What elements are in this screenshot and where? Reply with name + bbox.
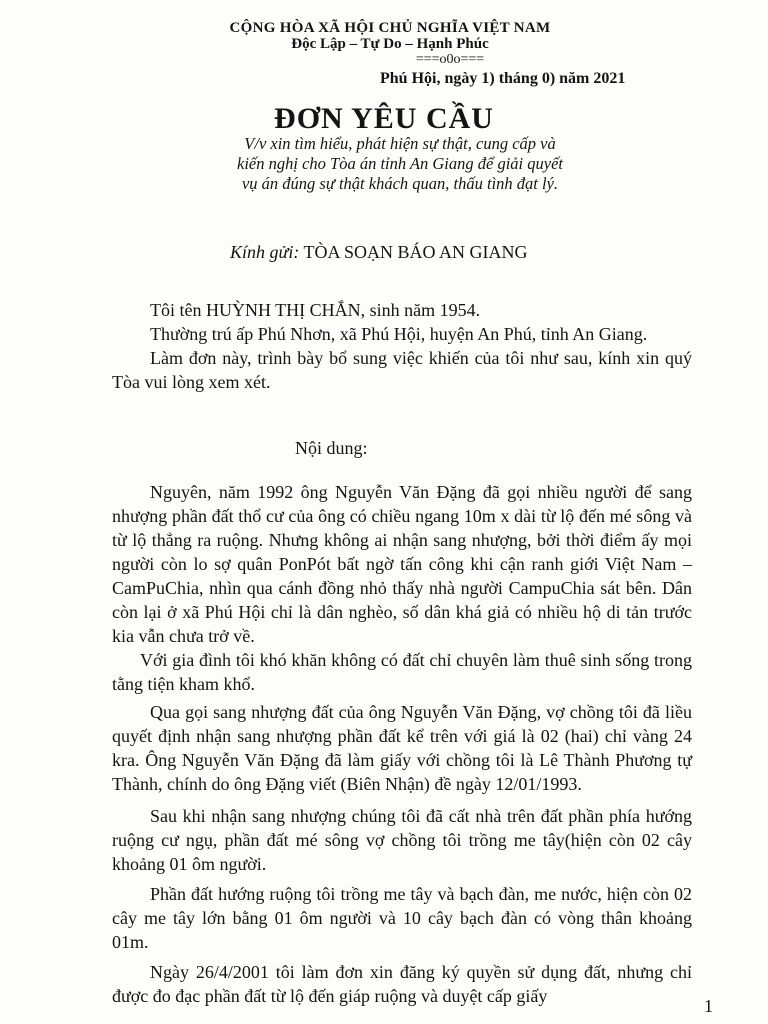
national-motto: Độc Lập – Tự Do – Hạnh Phúc (291, 36, 489, 52)
recipient-name: TÒA SOẠN BÁO AN GIANG (303, 242, 528, 262)
content-block (112, 480, 692, 1008)
recipient (230, 242, 528, 263)
content-paragraph: Sau khi nhận sang nhượng chúng tôi đã cất nhà trên đất phần phía hướng ruộng cư ngụ, phần đất mé sông vợ chồng tôi trồng me tây(hiện còn 02 cây khoảng 01 ôm người. (112, 806, 692, 874)
content-heading: Nội dung: (295, 438, 368, 458)
place-date: Phú Hội, ngày 1) tháng 0) năm 2021 (380, 70, 626, 87)
subject-block (190, 134, 610, 194)
page-number: 1 (704, 996, 713, 1016)
subject-line: vụ án đúng sự thật khách quan, thấu tình đạt lý. (241, 174, 559, 193)
national-title: CỘNG HÒA XÃ HỘI CHỦ NGHĨA VIỆT NAM (229, 20, 551, 36)
content-paragraph: Với gia đình tôi khó khăn không có đất chỉ chuyên làm thuê sinh sống trong tằng tiện kham khổ. (112, 650, 692, 694)
header-ornament: ===o0o=== (415, 52, 485, 67)
intro-address: Thường trú ấp Phú Nhơn, xã Phú Hội, huyện An Phú, tỉnh An Giang. (150, 324, 648, 344)
content-paragraph: Phần đất hướng ruộng tôi trồng me tây và bạch đàn, me nước, hiện còn 02 cây me tây lớn bằng 01 ôm người và 10 cây bạch đàn có vòng thân khoảng 01m. (112, 884, 692, 952)
intro-purpose: Làm đơn này, trình bày bổ sung việc khiến của tôi như sau, kính xin quý Tòa vui lòng xem xét. (112, 348, 692, 392)
recipient-label: Kính gửi: (230, 242, 300, 262)
content-paragraph: Qua gọi sang nhượng đất của ông Nguyễn Văn Đặng, vợ chồng tôi đã liều quyết định nhận sang nhượng phần đất kể trên với giá là 02 (hai) chỉ vàng 24 kra. Ông Nguyễn Văn Đặng đã làm giấy với chồng tôi là Lê Thành Phương tự Thành, chính do ông Đặng viết (Biên Nhận) đề ngày 12/01/1993. (112, 702, 692, 794)
subject-line: kiến nghị cho Tòa án tỉnh An Giang để giải quyết (237, 154, 563, 173)
subject-line: V/v xin tìm hiểu, phát hiện sự thật, cung cấp và (244, 134, 556, 153)
intro-name: Tôi tên HUỲNH THỊ CHẮN, sinh năm 1954. (150, 300, 481, 320)
intro-block (112, 298, 692, 394)
document-title: ĐƠN YÊU CẦU (274, 102, 494, 135)
content-paragraph: Nguyên, năm 1992 ông Nguyễn Văn Đặng đã gọi nhiều người để sang nhượng phần đất thổ cư của ông có chiều ngang 10m x dài từ lộ đến mé sông và từ lộ thẳng ra ruộng. Nhưng không ai nhận sang nhượng, bởi thời điểm ấy mọi người còn lo sợ quân PonPót bất ngờ tấn công khi cận ranh giới Việt Nam – CamPuChia, nhìn qua cánh đồng nhỏ thấy nhà người CampuChia sát bên. Dân còn lại ở xã Phú Hội chỉ là dân nghèo, số dân khá giả có nhiều hộ di tản trước kia vẫn chưa trở về. (112, 482, 692, 646)
content-paragraph: Ngày 26/4/2001 tôi làm đơn xin đăng ký quyền sử dụng đất, nhưng chỉ được đo đạc phần đất từ lộ đến giáp ruộng và duyệt cấp giấy (112, 962, 692, 1006)
